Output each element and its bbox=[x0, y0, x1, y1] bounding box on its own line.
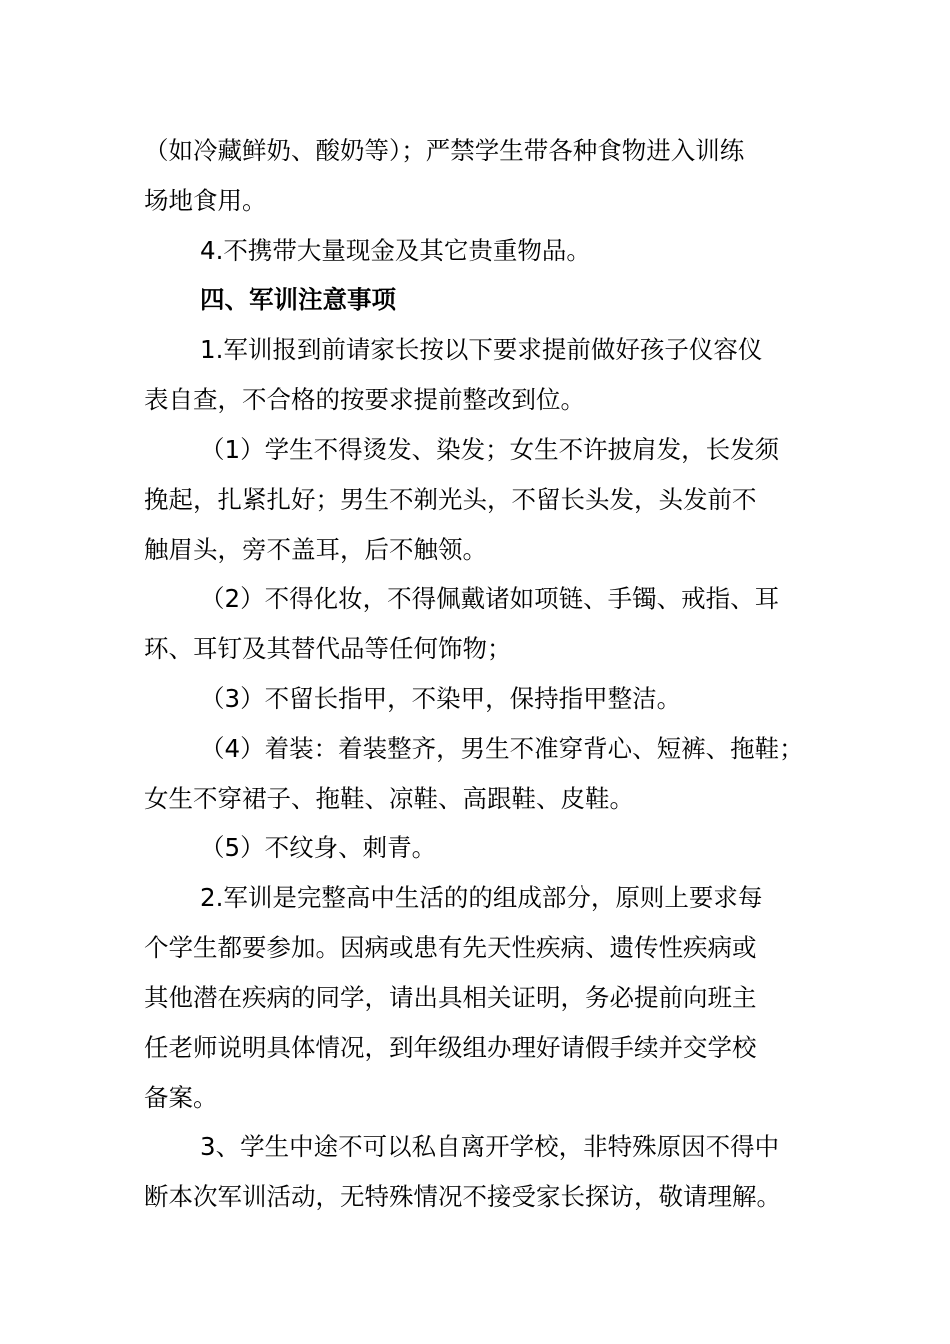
text-line: 个学生都要参加。因病或患有先天性疾病、遗传性疾病或 bbox=[144, 933, 757, 962]
text-line: 任老师说明具体情况，到年级组办理好请假手续并交学校 bbox=[144, 1033, 757, 1062]
section-heading: 四、军训注意事项 bbox=[200, 285, 396, 314]
text-line: 女生不穿裙子、拖鞋、凉鞋、高跟鞋、皮鞋。 bbox=[144, 784, 634, 813]
text-line: 场地食用。 bbox=[144, 186, 267, 215]
text-line: （2）不得化妆，不得佩戴诸如项链、手镯、戒指、耳 bbox=[200, 584, 780, 613]
text-line: （1）学生不得烫发、染发；女生不许披肩发，长发须 bbox=[200, 435, 780, 464]
text-line: 断本次军训活动，无特殊情况不接受家长探访，敬请理解。 bbox=[144, 1182, 781, 1211]
text-line: 2.军训是完整高中生活的的组成部分，原则上要求每 bbox=[200, 883, 763, 912]
text-line: 其他潜在疾病的同学，请出具相关证明，务必提前向班主 bbox=[144, 983, 757, 1012]
text-line: 备案。 bbox=[144, 1083, 218, 1112]
text-line: 3、学生中途不可以私自离开学校，非特殊原因不得中 bbox=[200, 1132, 780, 1161]
text-line: 4.不携带大量现金及其它贵重物品。 bbox=[200, 236, 591, 265]
text-line: 挽起，扎紧扎好；男生不剃光头，不留长头发，头发前不 bbox=[144, 485, 757, 514]
text-line: （5）不纹身、刺青。 bbox=[200, 833, 437, 862]
text-line: （4）着装：着装整齐，男生不准穿背心、短裤、拖鞋； bbox=[200, 734, 804, 763]
text-line: （3）不留长指甲，不染甲，保持指甲整洁。 bbox=[200, 684, 682, 713]
text-line: 1.军训报到前请家长按以下要求提前做好孩子仪容仪 bbox=[200, 335, 763, 364]
text-line: 环、耳钉及其替代品等任何饰物； bbox=[144, 634, 512, 663]
text-line: （如冷藏鲜奶、酸奶等）；严禁学生带各种食物进入训练 bbox=[144, 136, 745, 165]
text-line: 触眉头，旁不盖耳，后不触领。 bbox=[144, 535, 487, 564]
text-line: 表自查，不合格的按要求提前整改到位。 bbox=[144, 385, 585, 414]
